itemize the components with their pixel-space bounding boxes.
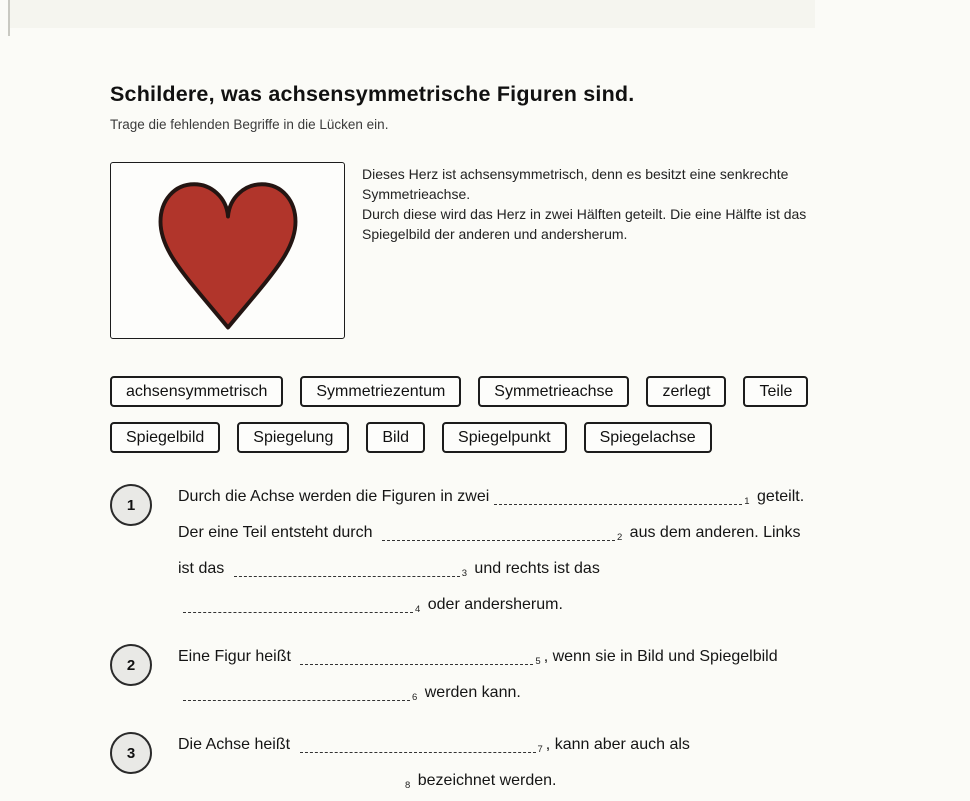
word-bank-row-1 [110, 376, 970, 407]
word-chip-symmetrieachse[interactable]: Symmetrieachse [478, 376, 629, 407]
heart-icon [153, 172, 303, 336]
exercise-line [178, 641, 778, 677]
blank-index-6: 6 [412, 692, 418, 703]
blank-5[interactable] [300, 652, 533, 665]
blank-index-3: 3 [461, 568, 467, 579]
exercise-line [178, 729, 690, 765]
blank-8[interactable] [183, 776, 403, 789]
exercise-line [178, 481, 804, 517]
word-chip-symmetriezentum[interactable]: Symmetriezentum [300, 376, 461, 407]
word-chip-achsensymmetrisch[interactable]: achsensymmetrisch [110, 376, 283, 407]
exercise-1-text [178, 481, 804, 625]
exercise-text: geteilt. [752, 488, 805, 505]
word-chip-teile[interactable]: Teile [743, 376, 808, 407]
exercise-text: , kann aber auch als [545, 736, 690, 753]
exercise-line [178, 765, 690, 801]
exercise-2-text [178, 641, 778, 713]
exercise-text: ist das [178, 560, 229, 577]
example-line-2: Symmetrieachse. [362, 186, 471, 202]
blank-1[interactable] [494, 492, 742, 505]
blank-index-7: 7 [537, 744, 543, 755]
exercise-line [178, 553, 804, 589]
heart-shape [160, 184, 295, 327]
word-chip-spiegelung[interactable]: Spiegelung [237, 422, 349, 453]
word-chip-zerlegt[interactable]: zerlegt [646, 376, 726, 407]
exercise-text: , wenn sie in Bild und Spiegelbild [543, 648, 778, 665]
exercise-3-text [178, 729, 690, 801]
blank-4[interactable] [183, 600, 413, 613]
blank-index-5: 5 [535, 656, 541, 667]
blank-2[interactable] [382, 528, 615, 541]
word-bank [110, 376, 970, 453]
exercise-line [178, 677, 778, 713]
exercise-text: aus dem anderen. Links [625, 524, 801, 541]
exercise-text: Die Achse heißt [178, 736, 295, 753]
page-subtitle: Trage die fehlenden Begriffe in die Lücken ein. [110, 117, 389, 132]
blank-3[interactable] [234, 564, 460, 577]
word-chip-spiegelbild[interactable]: Spiegelbild [110, 422, 220, 453]
word-chip-bild[interactable]: Bild [366, 422, 425, 453]
exercise-number-1: 1 [110, 484, 152, 526]
exercise-number-3: 3 [110, 732, 152, 774]
exercise-2 [110, 641, 970, 713]
exercise-3 [110, 729, 970, 801]
example-section [110, 162, 970, 339]
word-chip-spiegelpunkt[interactable]: Spiegelpunkt [442, 422, 567, 453]
example-line-1: Dieses Herz ist achsensymmetrisch, denn es besitzt eine senkrechte [362, 166, 789, 182]
exercise-list [110, 481, 970, 801]
exercise-line [178, 517, 804, 553]
example-description [362, 162, 806, 244]
blank-7[interactable] [300, 740, 536, 753]
page-title: Schildere, was achsensymmetrische Figuren sind. [110, 82, 635, 106]
example-line-3: Durch diese wird das Herz in zwei Hälften geteilt. Die eine Hälfte ist das [362, 206, 807, 222]
example-line-4: Spiegelbild der anderen und andersherum. [362, 226, 628, 242]
exercise-text: Eine Figur heißt [178, 648, 296, 665]
exercise-text: Der eine Teil entsteht durch [178, 524, 377, 541]
blank-index-1: 1 [744, 496, 750, 507]
heart-image [110, 162, 345, 339]
exercise-text: und rechts ist das [469, 560, 600, 577]
word-chip-spiegelachse[interactable]: Spiegelachse [584, 422, 712, 453]
exercise-number-2: 2 [110, 644, 152, 686]
blank-index-4: 4 [415, 604, 421, 615]
exercise-text: werden kann. [420, 684, 521, 701]
blank-index-2: 2 [616, 532, 623, 543]
blank-6[interactable] [183, 688, 410, 701]
exercise-line [178, 589, 804, 625]
exercise-text: bezeichnet werden. [413, 772, 557, 789]
exercise-text: Durch die Achse werden die Figuren in zwei [178, 488, 490, 505]
blank-index-8: 8 [405, 780, 411, 791]
word-bank-row-2 [110, 422, 970, 453]
exercise-1 [110, 481, 970, 625]
exercise-text: oder andersherum. [423, 596, 563, 613]
